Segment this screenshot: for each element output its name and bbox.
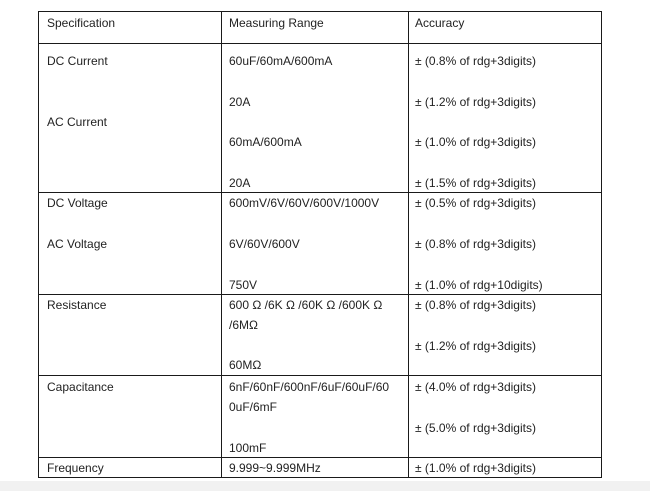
range-value: 9.999~9.999MHz [229, 461, 321, 475]
row-divider [39, 43, 601, 44]
header-specification: Specification [47, 16, 116, 30]
accuracy-value: ± (1.0% of rdg+3digits) [415, 135, 536, 149]
spec-capacitance: Capacitance [47, 380, 114, 394]
accuracy-value: ± (4.0% of rdg+3digits) [415, 380, 536, 394]
accuracy-value: ± (1.0% of rdg+3digits) [415, 461, 536, 475]
range-value: 750V [229, 278, 258, 292]
specification-table [38, 11, 602, 478]
range-value: 60mA/600mA [229, 135, 302, 149]
spec-frequency: Frequency [47, 461, 104, 475]
accuracy-value: ± (0.8% of rdg+3digits) [415, 54, 536, 68]
row-divider [39, 294, 601, 295]
accuracy-value: ± (1.2% of rdg+3digits) [415, 339, 536, 353]
row-divider [39, 457, 601, 458]
range-value: 20A [229, 95, 251, 109]
range-value: 600 Ω /6K Ω /60K Ω /600K Ω [229, 298, 383, 312]
accuracy-value: ± (1.2% of rdg+3digits) [415, 95, 536, 109]
header-measuring-range: Measuring Range [229, 16, 324, 30]
spec-ac-voltage: AC Voltage [47, 237, 108, 251]
spec-dc-current: DC Current [47, 54, 108, 68]
range-value: 6nF/60nF/600nF/6uF/60uF/60 [229, 380, 390, 394]
accuracy-value: ± (0.5% of rdg+3digits) [415, 196, 536, 210]
accuracy-value: ± (1.0% of rdg+10digits) [415, 278, 543, 292]
row-divider [39, 192, 601, 193]
spec-dc-voltage: DC Voltage [47, 196, 108, 210]
range-value: 600mV/6V/60V/600V/1000V [229, 196, 380, 210]
spec-resistance: Resistance [47, 298, 107, 312]
range-value: 60uF/60mA/600mA [229, 54, 333, 68]
range-value: 100mF [229, 441, 267, 455]
accuracy-value: ± (5.0% of rdg+3digits) [415, 421, 536, 435]
accuracy-value: ± (0.8% of rdg+3digits) [415, 298, 536, 312]
column-divider [221, 12, 222, 477]
page-bottom-strip [0, 481, 650, 491]
accuracy-value: ± (1.5% of rdg+3digits) [415, 176, 536, 190]
range-value: /6MΩ [229, 318, 258, 332]
row-divider [39, 375, 601, 376]
range-value: 0uF/6mF [229, 400, 278, 414]
header-accuracy: Accuracy [415, 16, 465, 30]
column-divider [408, 12, 409, 477]
range-value: 20A [229, 176, 251, 190]
range-value: 60MΩ [229, 358, 262, 372]
spec-ac-current: AC Current [47, 115, 108, 129]
range-value: 6V/60V/600V [229, 237, 300, 251]
accuracy-value: ± (0.8% of rdg+3digits) [415, 237, 536, 251]
